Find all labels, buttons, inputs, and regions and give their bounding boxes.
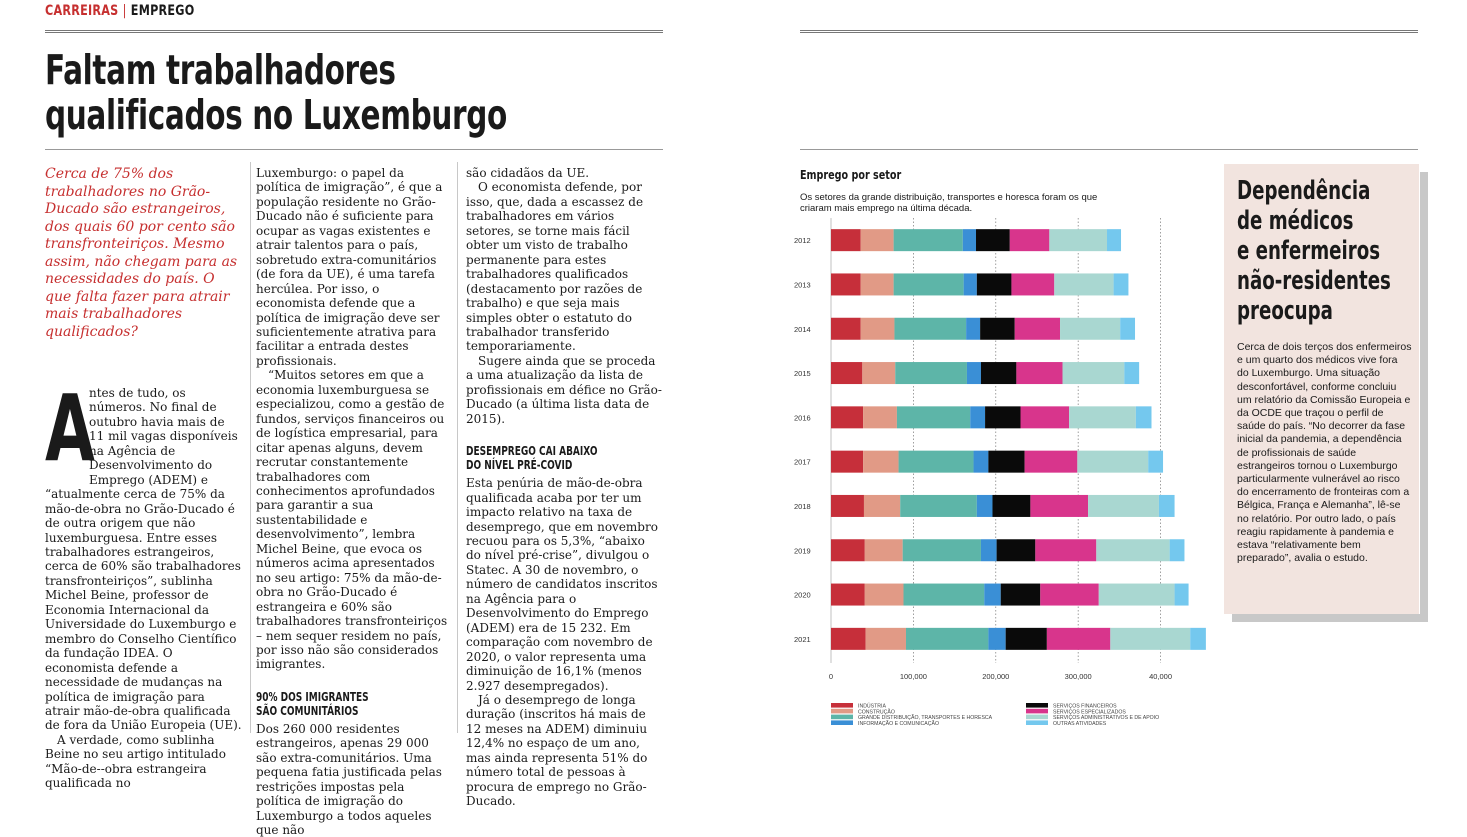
bar-segment — [1114, 273, 1129, 295]
bar-segment — [977, 273, 1012, 295]
subhead — [256, 690, 403, 718]
bar-segment — [1120, 318, 1135, 340]
body-paragraph: são cidadãos da UE. — [466, 166, 590, 180]
legend-swatch — [1026, 715, 1048, 720]
bar-segment — [1035, 539, 1096, 561]
bar-segment — [903, 539, 981, 561]
y-tick-label: 2014 — [794, 324, 811, 334]
y-tick-label: 2016 — [794, 413, 811, 423]
legend-label: INFORMAÇÃO E COMUNICAÇÃO — [858, 720, 939, 727]
legend-label: INDÚSTRIA — [858, 703, 886, 710]
bar-segment — [966, 318, 980, 340]
bar-segment — [997, 539, 1036, 561]
bar-segment — [992, 495, 1030, 517]
headline-line-2: qualificados no Luxemburgo — [45, 91, 507, 139]
body-paragraph: Luxemburgo: o papel da política de imigração”, é que a população residente no Grão-Ducado não é suficiente para ocupar as vagas existentes e atrair talentos para o país, sobretudo extra-comunitários (de fora da UE), é uma tarefa hercúlea. Por isso, o economista defende que a política de imigração deve ser suficientemente atrativa para facilitar a entrada destes profissionais. — [256, 166, 443, 368]
bar-segment — [1063, 362, 1125, 384]
drop-cap: A — [45, 375, 95, 482]
body-column-2 — [256, 166, 452, 837]
bar-segment — [900, 495, 977, 517]
bar-segment — [865, 539, 903, 561]
y-tick-label: 2015 — [794, 369, 811, 379]
section-kicker — [45, 3, 194, 19]
headline-rule — [45, 149, 663, 150]
bar-segment — [865, 584, 904, 606]
bar-segment — [861, 318, 895, 340]
bar-segment — [1175, 584, 1189, 606]
bar-segment — [964, 273, 977, 295]
bar-segment — [894, 273, 964, 295]
legend-label: CONSTRUÇÃO — [858, 709, 895, 716]
legend-swatch — [831, 715, 853, 720]
x-tick-label: 40,000 — [1149, 672, 1173, 681]
body-paragraph: Já o desemprego de longa duração (inscritos há mais de 12 meses na ADEM) diminuiu 12,4% no espaço de um ano, mas ainda representa 51% do número total de pessoas à procura de emprego no Grão-Ducado. — [466, 692, 648, 809]
bar-segment — [1088, 495, 1159, 517]
bar-segment — [831, 318, 861, 340]
bar-segment — [1136, 406, 1152, 428]
body-paragraph: Esta penúria de mão-de-obra qualificada acaba por ter um impacto relativo na taxa de desemprego, que em novembro recuou para os 5,3%, “abaixo do nível pré-crise”, divulgou o Statec. A 30 de novembro, o número de candidatos inscritos na Agência para o Desenvolvimento do Emprego (ADEM) era de 15 232. Em comparação com novembro de 2020, o valor representa uma diminuição de 16,1% (menos 2.927 desempregados). — [466, 476, 658, 693]
bar-segment — [976, 229, 1010, 251]
legend-label: SERVIÇOS FINANCEIROS — [1053, 703, 1117, 710]
bar-segment — [981, 539, 997, 561]
bar-segment — [866, 628, 906, 650]
bar-segment — [831, 362, 862, 384]
bar-segment — [906, 628, 988, 650]
subhead-line-2: DO NÍVEL PRÉ-COVID — [466, 458, 573, 473]
bar-segment — [1159, 495, 1175, 517]
column-divider-2 — [457, 162, 458, 733]
sidebar-title — [1237, 176, 1391, 326]
y-tick-label: 2021 — [794, 634, 811, 644]
sidebar-title-line: e enfermeiros — [1237, 236, 1381, 266]
headline-line-1: Faltam trabalhadores — [45, 46, 396, 94]
body-paragraph: O economista defende, por isso, que, dada a escassez de trabalhadores em vários setores, se torne mais fácil obter um visto de trabalho permanente para estes trabalhadores qualificados (destacamento por razões de trabalho) e que seja mais simples obter o estatuto do trabalhador transferido temporariamente. — [466, 180, 644, 354]
bar-segment — [1110, 628, 1190, 650]
legend-label: SERVIÇOS ADMINISTRATIVOS E DE APOIO — [1053, 715, 1160, 722]
chart-title: Emprego por setor — [800, 168, 902, 182]
bar-segment — [977, 495, 993, 517]
bar-segment — [861, 273, 894, 295]
sidebar-shadow — [1232, 614, 1428, 622]
top-rule-right — [800, 30, 1418, 33]
bar-segment — [863, 406, 897, 428]
bar-segment — [984, 584, 1000, 606]
body-column-3 — [466, 166, 662, 809]
bar-segment — [1015, 318, 1060, 340]
legend-swatch — [1026, 720, 1048, 725]
chart-subtitle: Os setores da grande distribuição, transportes e horesca foram os que criaram mais emprego na última década. — [800, 192, 1098, 214]
bar-segment — [863, 451, 898, 473]
sidebar-title-line: de médicos — [1237, 206, 1354, 236]
bar-segment — [1025, 451, 1078, 473]
bar-segment — [861, 229, 894, 251]
bar-segment — [831, 229, 861, 251]
bar-segment — [1021, 406, 1070, 428]
bar-segment — [904, 584, 985, 606]
x-tick-label: 0 — [828, 672, 834, 681]
y-tick-label: 2019 — [794, 546, 811, 556]
sidebar-title-line: preocupa — [1237, 296, 1333, 326]
bar-segment — [1006, 628, 1047, 650]
bar-segment — [1124, 362, 1139, 384]
body-column-1 — [45, 375, 242, 791]
y-tick-label: 2018 — [794, 501, 811, 511]
bar-segment — [1069, 406, 1136, 428]
bar-segment — [1049, 229, 1107, 251]
bar-segment — [831, 495, 864, 517]
bar-segment — [967, 362, 981, 384]
bar-segment — [988, 451, 1024, 473]
top-rule-left — [45, 30, 663, 33]
headline — [45, 48, 506, 138]
bar-segment — [1190, 628, 1206, 650]
subhead-line-1: DESEMPREGO CAI ABAIXO — [466, 444, 598, 459]
body-paragraph: Dos 260 000 residentes estrangeiros, apenas 29 000 são extra-comunitários. Uma pequena fatia justificada pelas restrições impostas pela política de imigração do Luxemburgo a todos aqueles que não — [256, 721, 442, 837]
bar-segment — [894, 229, 963, 251]
bar-segment — [970, 406, 985, 428]
bar-segment — [988, 628, 1005, 650]
sidebar-title-line: Dependência — [1237, 176, 1371, 206]
bar-segment — [1170, 539, 1185, 561]
x-tick-label: 200,000 — [982, 672, 1010, 681]
body-paragraph: A verdade, como sublinha Beine no seu artigo intitulado “Mão-de--obra estrangeira qualificada no — [45, 732, 226, 791]
x-tick-label: 100,000 — [899, 672, 927, 681]
x-tick-label: 300,000 — [1064, 672, 1092, 681]
legend-label: SERVIÇOS ESPECIALIZADOS — [1053, 709, 1126, 716]
column-divider-1 — [250, 162, 251, 733]
y-tick-label: 2012 — [794, 236, 811, 246]
legend-swatch — [1026, 709, 1048, 714]
bar-segment — [985, 406, 1020, 428]
sidebar-shadow — [1420, 172, 1428, 622]
bar-segment — [1148, 451, 1163, 473]
bar-segment — [1030, 495, 1088, 517]
right-page-rule — [800, 149, 1418, 150]
legend-swatch — [831, 703, 853, 708]
bar-segment — [1107, 229, 1121, 251]
bar-segment — [831, 584, 865, 606]
bar-segment — [864, 495, 900, 517]
legend-label: GRANDE DISTRIBUIÇÃO, TRANSPORTES E HORESCA — [858, 715, 993, 722]
bar-segment — [895, 362, 967, 384]
y-tick-label: 2020 — [794, 590, 811, 600]
body-paragraph: ntes de tudo, os números. No final de outubro havia mais de 11 mil vagas disponíveis na Agência de Desenvolvimento do Emprego (ADEM) e “atualmente cerca de 75% da mão-de-obra no Grão-Ducado é de outra origem que não luxemburguesa. Entre esses trabalhadores estrangeiros, cerca de 60% são trabalhadores transfronteiriços”, sublinha Michel Beine, professor de Economia Internacional da Universidade do Luxemburgo e membro do Conselho Científico da fundação IDEA. O economista defende a necessidade de mudanças na política de imigração para atrair mão-de-obra qualificada de fora da União Europeia (UE). — [45, 386, 242, 733]
bar-segment — [1016, 362, 1062, 384]
bar-segment — [1060, 318, 1120, 340]
bar-segment — [963, 229, 976, 251]
bar-segment — [1010, 229, 1050, 251]
y-tick-label: 2013 — [794, 280, 811, 290]
bar-segment — [1099, 584, 1175, 606]
bar-segment — [862, 362, 895, 384]
bar-segment — [899, 451, 974, 473]
bar-segment — [974, 451, 989, 473]
subhead-line-1: 90% DOS IMIGRANTES — [256, 689, 369, 704]
legend-swatch — [831, 720, 853, 725]
bar-segment — [831, 539, 865, 561]
subhead — [466, 444, 613, 472]
y-tick-label: 2017 — [794, 457, 811, 467]
sidebar-title-line: não-residentes — [1237, 266, 1391, 296]
bar-segment — [1011, 273, 1054, 295]
legend-swatch — [1026, 703, 1048, 708]
section-separator: | — [122, 3, 127, 19]
body-paragraph: “Muitos setores em que a economia luxemburguesa se especializou, como a gestão de fundos, serviços financeiros ou de logística empresarial, para citar apenas alguns, devem recrutar constantemente trabalhadores com conhecimentos aprofundados para garantir a sua sustentabilidade e desenvolvimento”, lembra Michel Beine, que evoca os números acima apresentados no seu artigo: 75% da mão-de-obra no Grão-Ducado é estrangeira e 60% são trabalhadores transfronteiriços – nem sequer residem no país, por isso não são considerados imigrantes. — [256, 368, 448, 672]
legend-swatch — [831, 709, 853, 714]
bar-segment — [1001, 584, 1041, 606]
sidebar-text — [1237, 341, 1412, 565]
bar-segment — [831, 406, 863, 428]
section-label: CARREIRAS — [45, 3, 119, 19]
bar-segment — [1047, 628, 1110, 650]
bar-segment — [894, 318, 966, 340]
body-paragraph: Sugere ainda que se proceda a uma atualização da lista de profissionais em défice no Grão-Ducado (a última lista data de 2015). — [466, 353, 662, 426]
sidebar-paragraph: Cerca de dois terços dos enfermeiros e um quarto dos médicos vive fora do Luxemburgo. Uma situação desconfortável, conforme concluiu um relatório da Comissão Europeia e da OCDE que traçou o perfil de saúde do país. “No decorrer da fase inicial da pandemia, a dependência de profissionais de saúde estrangeiros tornou o Luxemburgo particularmente vulnerável ao risco do encerramento de fronteiras com a Bélgica, França e Alemanha”, lê-se no relatório. Por outro lado, o país reagiu rapidamente à pandemia e estava “relativamente bem preparado”, avalia o estudo. — [1237, 341, 1412, 565]
bar-segment — [1077, 451, 1148, 473]
legend-label: OUTRAS ATIVIDADES — [1053, 720, 1107, 727]
bar-segment — [1040, 584, 1098, 606]
bar-segment — [897, 406, 970, 428]
subhead-line-2: SÃO COMUNITÁRIOS — [256, 703, 359, 718]
bar-segment — [981, 362, 1016, 384]
bar-segment — [980, 318, 1015, 340]
bar-segment — [831, 273, 861, 295]
bar-segment — [1096, 539, 1169, 561]
bar-segment — [831, 451, 863, 473]
lead-paragraph: Cerca de 75% dos trabalhadores no Grão-Ducado são estrangeiros, dos quais 60 por cento são transfronteiriços. Mesmo assim, não chegam para as necessidades do país. O que falta fazer para atrair mais trabalhadores qualificados? — [45, 166, 238, 340]
employment-chart — [790, 210, 1215, 733]
bar-segment — [1054, 273, 1113, 295]
bar-segment — [831, 628, 866, 650]
subsection-label: EMPREGO — [130, 3, 195, 19]
